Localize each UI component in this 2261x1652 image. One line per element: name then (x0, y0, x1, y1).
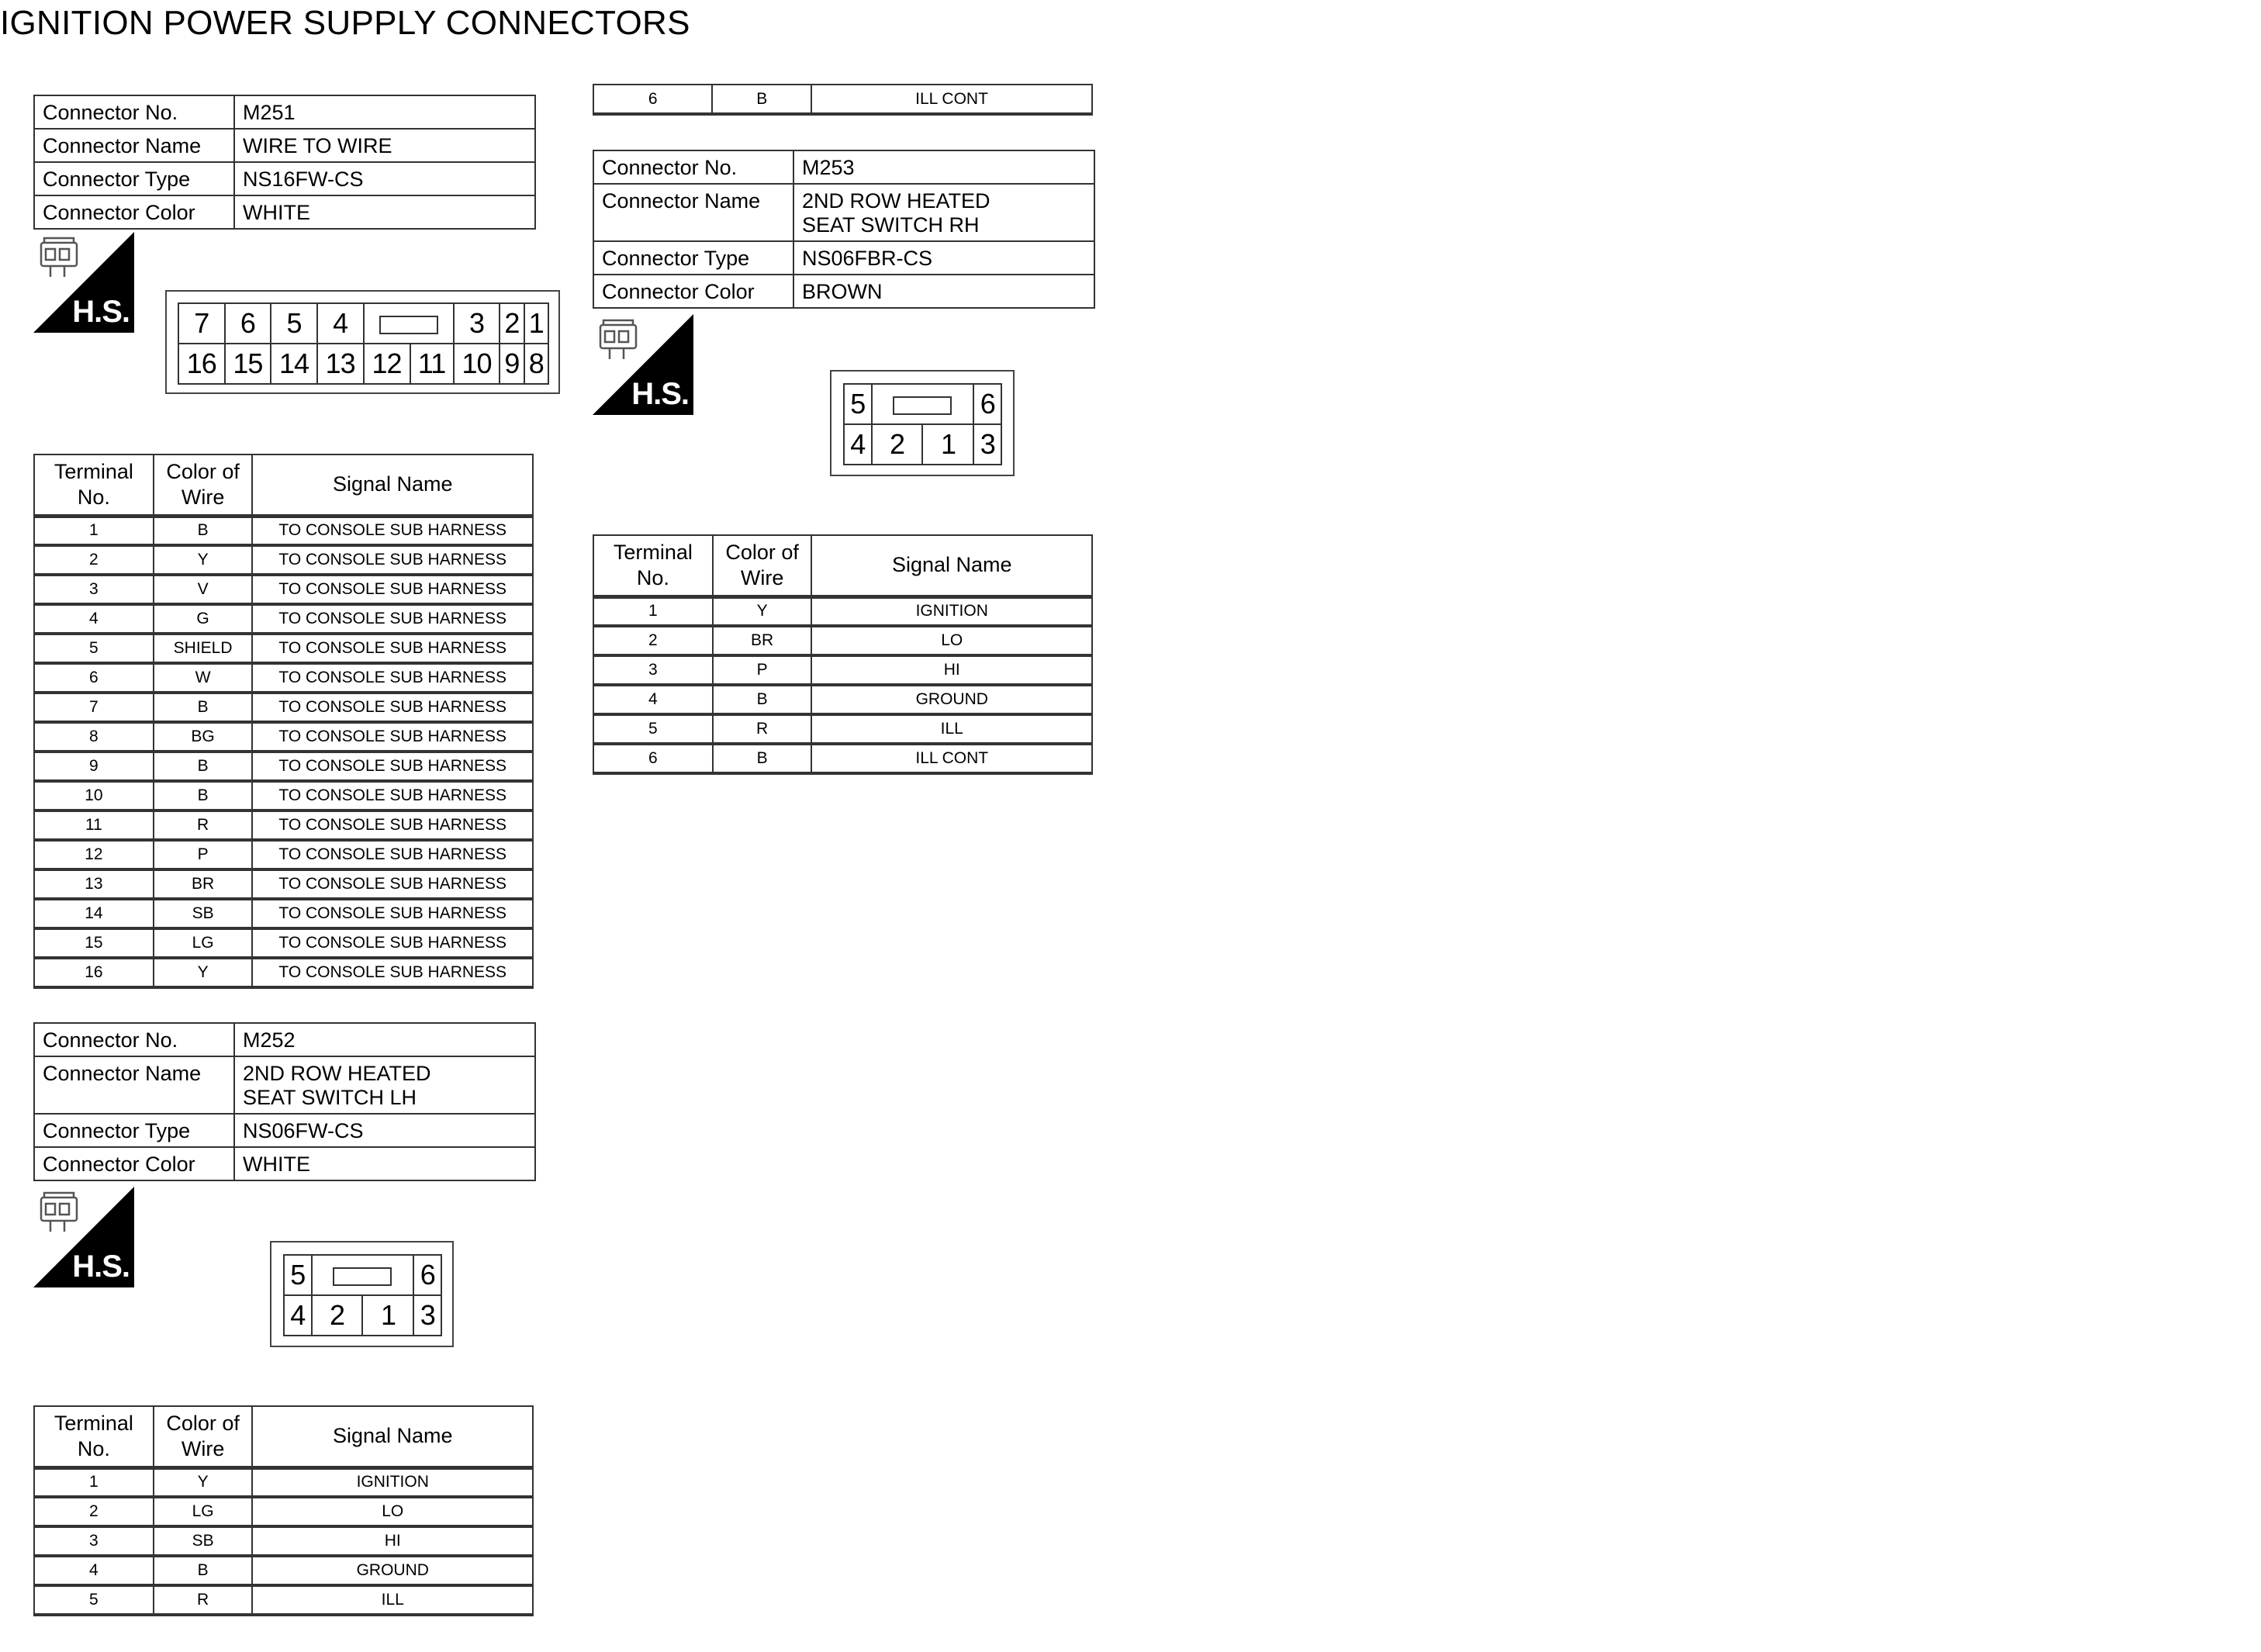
m252-continued-table (593, 84, 1093, 116)
table-row (593, 714, 1092, 744)
color-of-wire-header: Color of Wire (713, 535, 812, 596)
connector-type-label: Connector Type (34, 162, 234, 195)
connector-name-value: 2ND ROW HEATED SEAT SWITCH LH (234, 1056, 535, 1114)
wire-color-cell: BR (154, 869, 253, 899)
table-row (34, 752, 533, 781)
table-row (593, 85, 1092, 114)
pin-6: 6 (225, 303, 271, 344)
terminal-cell: 14 (34, 899, 154, 928)
signal-name-header: Signal Name (811, 535, 1092, 596)
pin-3: 3 (973, 424, 1001, 465)
wire-color-cell: SHIELD (154, 634, 253, 663)
terminal-cell: 3 (34, 575, 154, 604)
m251-info-table (33, 95, 536, 230)
wire-color-cell: B (154, 781, 253, 810)
signal-cell: TO CONSOLE SUB HARNESS (252, 693, 533, 722)
wire-color-cell: BG (154, 722, 253, 752)
terminal-cell: 6 (34, 663, 154, 693)
wire-color-cell: Y (154, 958, 253, 987)
m253-info-table (593, 150, 1095, 309)
pin-4: 4 (317, 303, 364, 344)
terminal-cell: 13 (34, 869, 154, 899)
m252-connector-face (270, 1241, 454, 1347)
connector-color-label: Connector Color (593, 275, 793, 308)
m252-info-table (33, 1022, 536, 1181)
terminal-cell: 5 (34, 1585, 154, 1615)
m251-pin-grid (178, 302, 549, 385)
table-row (34, 1497, 533, 1526)
table-row (34, 928, 533, 958)
table-row (593, 744, 1092, 773)
table-row (34, 604, 533, 634)
signal-cell: TO CONSOLE SUB HARNESS (252, 752, 533, 781)
wire-color-cell: LG (154, 1497, 253, 1526)
signal-cell: TO CONSOLE SUB HARNESS (252, 869, 533, 899)
connector-no-value: M251 (234, 95, 535, 129)
pin-4: 4 (284, 1295, 312, 1336)
signal-cell: LO (252, 1497, 533, 1526)
table-row (34, 1467, 533, 1497)
pin-2: 2 (872, 424, 923, 465)
wire-color-cell: W (154, 663, 253, 693)
signal-cell: TO CONSOLE SUB HARNESS (252, 634, 533, 663)
connector-color-value: WHITE (234, 1147, 535, 1180)
terminal-cell: 6 (593, 85, 712, 114)
table-row (34, 1526, 533, 1556)
table-row (34, 840, 533, 869)
terminal-cell: 2 (34, 1497, 154, 1526)
table-row (34, 722, 533, 752)
signal-cell: TO CONSOLE SUB HARNESS (252, 575, 533, 604)
wire-color-cell: B (154, 752, 253, 781)
table-row (34, 869, 533, 899)
signal-cell: TO CONSOLE SUB HARNESS (252, 545, 533, 575)
terminal-cell: 2 (34, 545, 154, 575)
terminal-cell: 5 (593, 714, 713, 744)
pin-16: 16 (178, 344, 225, 384)
signal-cell: TO CONSOLE SUB HARNESS (252, 604, 533, 634)
signal-cell: ILL (252, 1585, 533, 1615)
connector-type-label: Connector Type (34, 1114, 234, 1147)
hs-label: H.S. (72, 295, 130, 329)
wire-color-cell: Y (154, 545, 253, 575)
pin-1: 1 (362, 1295, 413, 1336)
terminal-cell: 6 (593, 744, 713, 773)
pin-2: 2 (500, 303, 524, 344)
table-row (34, 958, 533, 987)
m253-signal-table (593, 534, 1093, 775)
signal-name-header: Signal Name (252, 454, 533, 516)
pin-14: 14 (271, 344, 317, 384)
pin-5: 5 (284, 1255, 312, 1295)
signal-cell: ILL CONT (811, 744, 1092, 773)
connector-no-value: M253 (793, 150, 1094, 184)
connector-color-value: WHITE (234, 195, 535, 229)
wire-color-cell: P (713, 655, 812, 685)
terminal-cell: 3 (593, 655, 713, 685)
pin-13: 13 (317, 344, 364, 384)
table-row (593, 596, 1092, 626)
pin-8: 8 (524, 344, 548, 384)
terminal-cell: 15 (34, 928, 154, 958)
terminal-cell: 12 (34, 840, 154, 869)
table-row (34, 1556, 533, 1585)
connector-type-value: NS06FW-CS (234, 1114, 535, 1147)
terminal-no-header: Terminal No. (34, 1406, 154, 1467)
table-row (34, 634, 533, 663)
color-of-wire-header: Color of Wire (154, 1406, 253, 1467)
connector-no-label: Connector No. (34, 1023, 234, 1056)
wire-color-cell: R (154, 810, 253, 840)
terminal-cell: 9 (34, 752, 154, 781)
pin-5: 5 (271, 303, 317, 344)
wire-color-cell: B (712, 85, 811, 114)
signal-cell: HI (252, 1526, 533, 1556)
wire-color-cell: R (154, 1585, 253, 1615)
connector-type-value: NS06FBR-CS (793, 241, 1094, 275)
pin-3: 3 (413, 1295, 441, 1336)
pin-12: 12 (364, 344, 410, 384)
connector-no-value: M252 (234, 1023, 535, 1056)
page-title: IGNITION POWER SUPPLY CONNECTORS (0, 4, 690, 42)
table-row (34, 516, 533, 545)
lock-tab (872, 384, 974, 424)
pin-2: 2 (312, 1295, 363, 1336)
m252-pin-grid (283, 1254, 442, 1336)
connector-color-value: BROWN (793, 275, 1094, 308)
connector-color-label: Connector Color (34, 195, 234, 229)
pin-1: 1 (524, 303, 548, 344)
signal-cell: TO CONSOLE SUB HARNESS (252, 840, 533, 869)
m251-signal-table (33, 454, 534, 989)
signal-name-header: Signal Name (252, 1406, 533, 1467)
wire-color-cell: BR (713, 626, 812, 655)
table-row (34, 545, 533, 575)
pin-5: 5 (844, 384, 872, 424)
terminal-no-header: Terminal No. (593, 535, 713, 596)
wire-color-cell: SB (154, 899, 253, 928)
hs-connector-icon (33, 232, 134, 333)
connector-no-label: Connector No. (593, 150, 793, 184)
terminal-cell: 11 (34, 810, 154, 840)
table-row (34, 663, 533, 693)
signal-cell: GROUND (811, 685, 1092, 714)
pin-7: 7 (178, 303, 225, 344)
signal-cell: TO CONSOLE SUB HARNESS (252, 928, 533, 958)
pin-1: 1 (922, 424, 973, 465)
table-row (593, 655, 1092, 685)
wire-color-cell: LG (154, 928, 253, 958)
connector-no-label: Connector No. (34, 95, 234, 129)
terminal-cell: 8 (34, 722, 154, 752)
terminal-no-header: Terminal No. (34, 454, 154, 516)
terminal-cell: 2 (593, 626, 713, 655)
wire-color-cell: SB (154, 1526, 253, 1556)
wire-color-cell: B (713, 685, 812, 714)
wire-color-cell: G (154, 604, 253, 634)
connector-type-value: NS16FW-CS (234, 162, 535, 195)
connector-name-value: WIRE TO WIRE (234, 129, 535, 162)
signal-cell: TO CONSOLE SUB HARNESS (252, 516, 533, 545)
terminal-cell: 16 (34, 958, 154, 987)
lock-tab-shape (333, 1267, 392, 1286)
color-of-wire-header: Color of Wire (154, 454, 253, 516)
pin-4: 4 (844, 424, 872, 465)
terminal-cell: 4 (593, 685, 713, 714)
connector-name-label: Connector Name (593, 184, 793, 241)
pin-15: 15 (225, 344, 271, 384)
wire-color-cell: Y (154, 1467, 253, 1497)
lock-tab-shape (379, 316, 438, 334)
table-row (34, 899, 533, 928)
m251-connector-face (165, 290, 560, 394)
lock-tab (364, 303, 454, 344)
hs-label: H.S. (72, 1249, 130, 1284)
table-row (593, 626, 1092, 655)
connector-color-label: Connector Color (34, 1147, 234, 1180)
signal-cell: IGNITION (252, 1467, 533, 1497)
signal-cell: HI (811, 655, 1092, 685)
signal-cell: GROUND (252, 1556, 533, 1585)
signal-cell: IGNITION (811, 596, 1092, 626)
terminal-cell: 3 (34, 1526, 154, 1556)
hs-label: H.S. (631, 377, 689, 411)
pin-6: 6 (973, 384, 1001, 424)
hs-connector-icon (33, 1187, 134, 1287)
connector-name-value: 2ND ROW HEATED SEAT SWITCH RH (793, 184, 1094, 241)
table-row (34, 575, 533, 604)
pin-10: 10 (454, 344, 500, 384)
terminal-cell: 4 (34, 1556, 154, 1585)
pin-9: 9 (500, 344, 524, 384)
connector-name-label: Connector Name (34, 1056, 234, 1114)
connector-name-label: Connector Name (34, 129, 234, 162)
signal-cell: TO CONSOLE SUB HARNESS (252, 810, 533, 840)
signal-cell: TO CONSOLE SUB HARNESS (252, 899, 533, 928)
terminal-cell: 1 (34, 1467, 154, 1497)
lock-tab-shape (893, 396, 952, 415)
table-row (34, 810, 533, 840)
hs-connector-icon (593, 314, 693, 415)
connector-type-label: Connector Type (593, 241, 793, 275)
lock-tab (312, 1255, 414, 1295)
wire-color-cell: B (154, 516, 253, 545)
signal-cell: LO (811, 626, 1092, 655)
signal-cell: TO CONSOLE SUB HARNESS (252, 722, 533, 752)
table-row (34, 693, 533, 722)
wire-color-cell: B (713, 744, 812, 773)
wire-color-cell: P (154, 840, 253, 869)
pin-11: 11 (410, 344, 454, 384)
pin-6: 6 (413, 1255, 441, 1295)
wire-color-cell: Y (713, 596, 812, 626)
terminal-cell: 1 (34, 516, 154, 545)
terminal-cell: 5 (34, 634, 154, 663)
signal-cell: ILL CONT (811, 85, 1092, 114)
terminal-cell: 1 (593, 596, 713, 626)
signal-cell: ILL (811, 714, 1092, 744)
wire-color-cell: B (154, 1556, 253, 1585)
terminal-cell: 4 (34, 604, 154, 634)
wire-color-cell: R (713, 714, 812, 744)
signal-cell: TO CONSOLE SUB HARNESS (252, 958, 533, 987)
wire-color-cell: V (154, 575, 253, 604)
table-row (34, 1585, 533, 1615)
terminal-cell: 7 (34, 693, 154, 722)
signal-cell: TO CONSOLE SUB HARNESS (252, 781, 533, 810)
table-row (34, 781, 533, 810)
pin-3: 3 (454, 303, 500, 344)
signal-cell: TO CONSOLE SUB HARNESS (252, 663, 533, 693)
wire-color-cell: B (154, 693, 253, 722)
m253-connector-face (830, 370, 1015, 476)
m253-pin-grid (843, 383, 1002, 465)
table-row (593, 685, 1092, 714)
m252-signal-table (33, 1405, 534, 1616)
terminal-cell: 10 (34, 781, 154, 810)
